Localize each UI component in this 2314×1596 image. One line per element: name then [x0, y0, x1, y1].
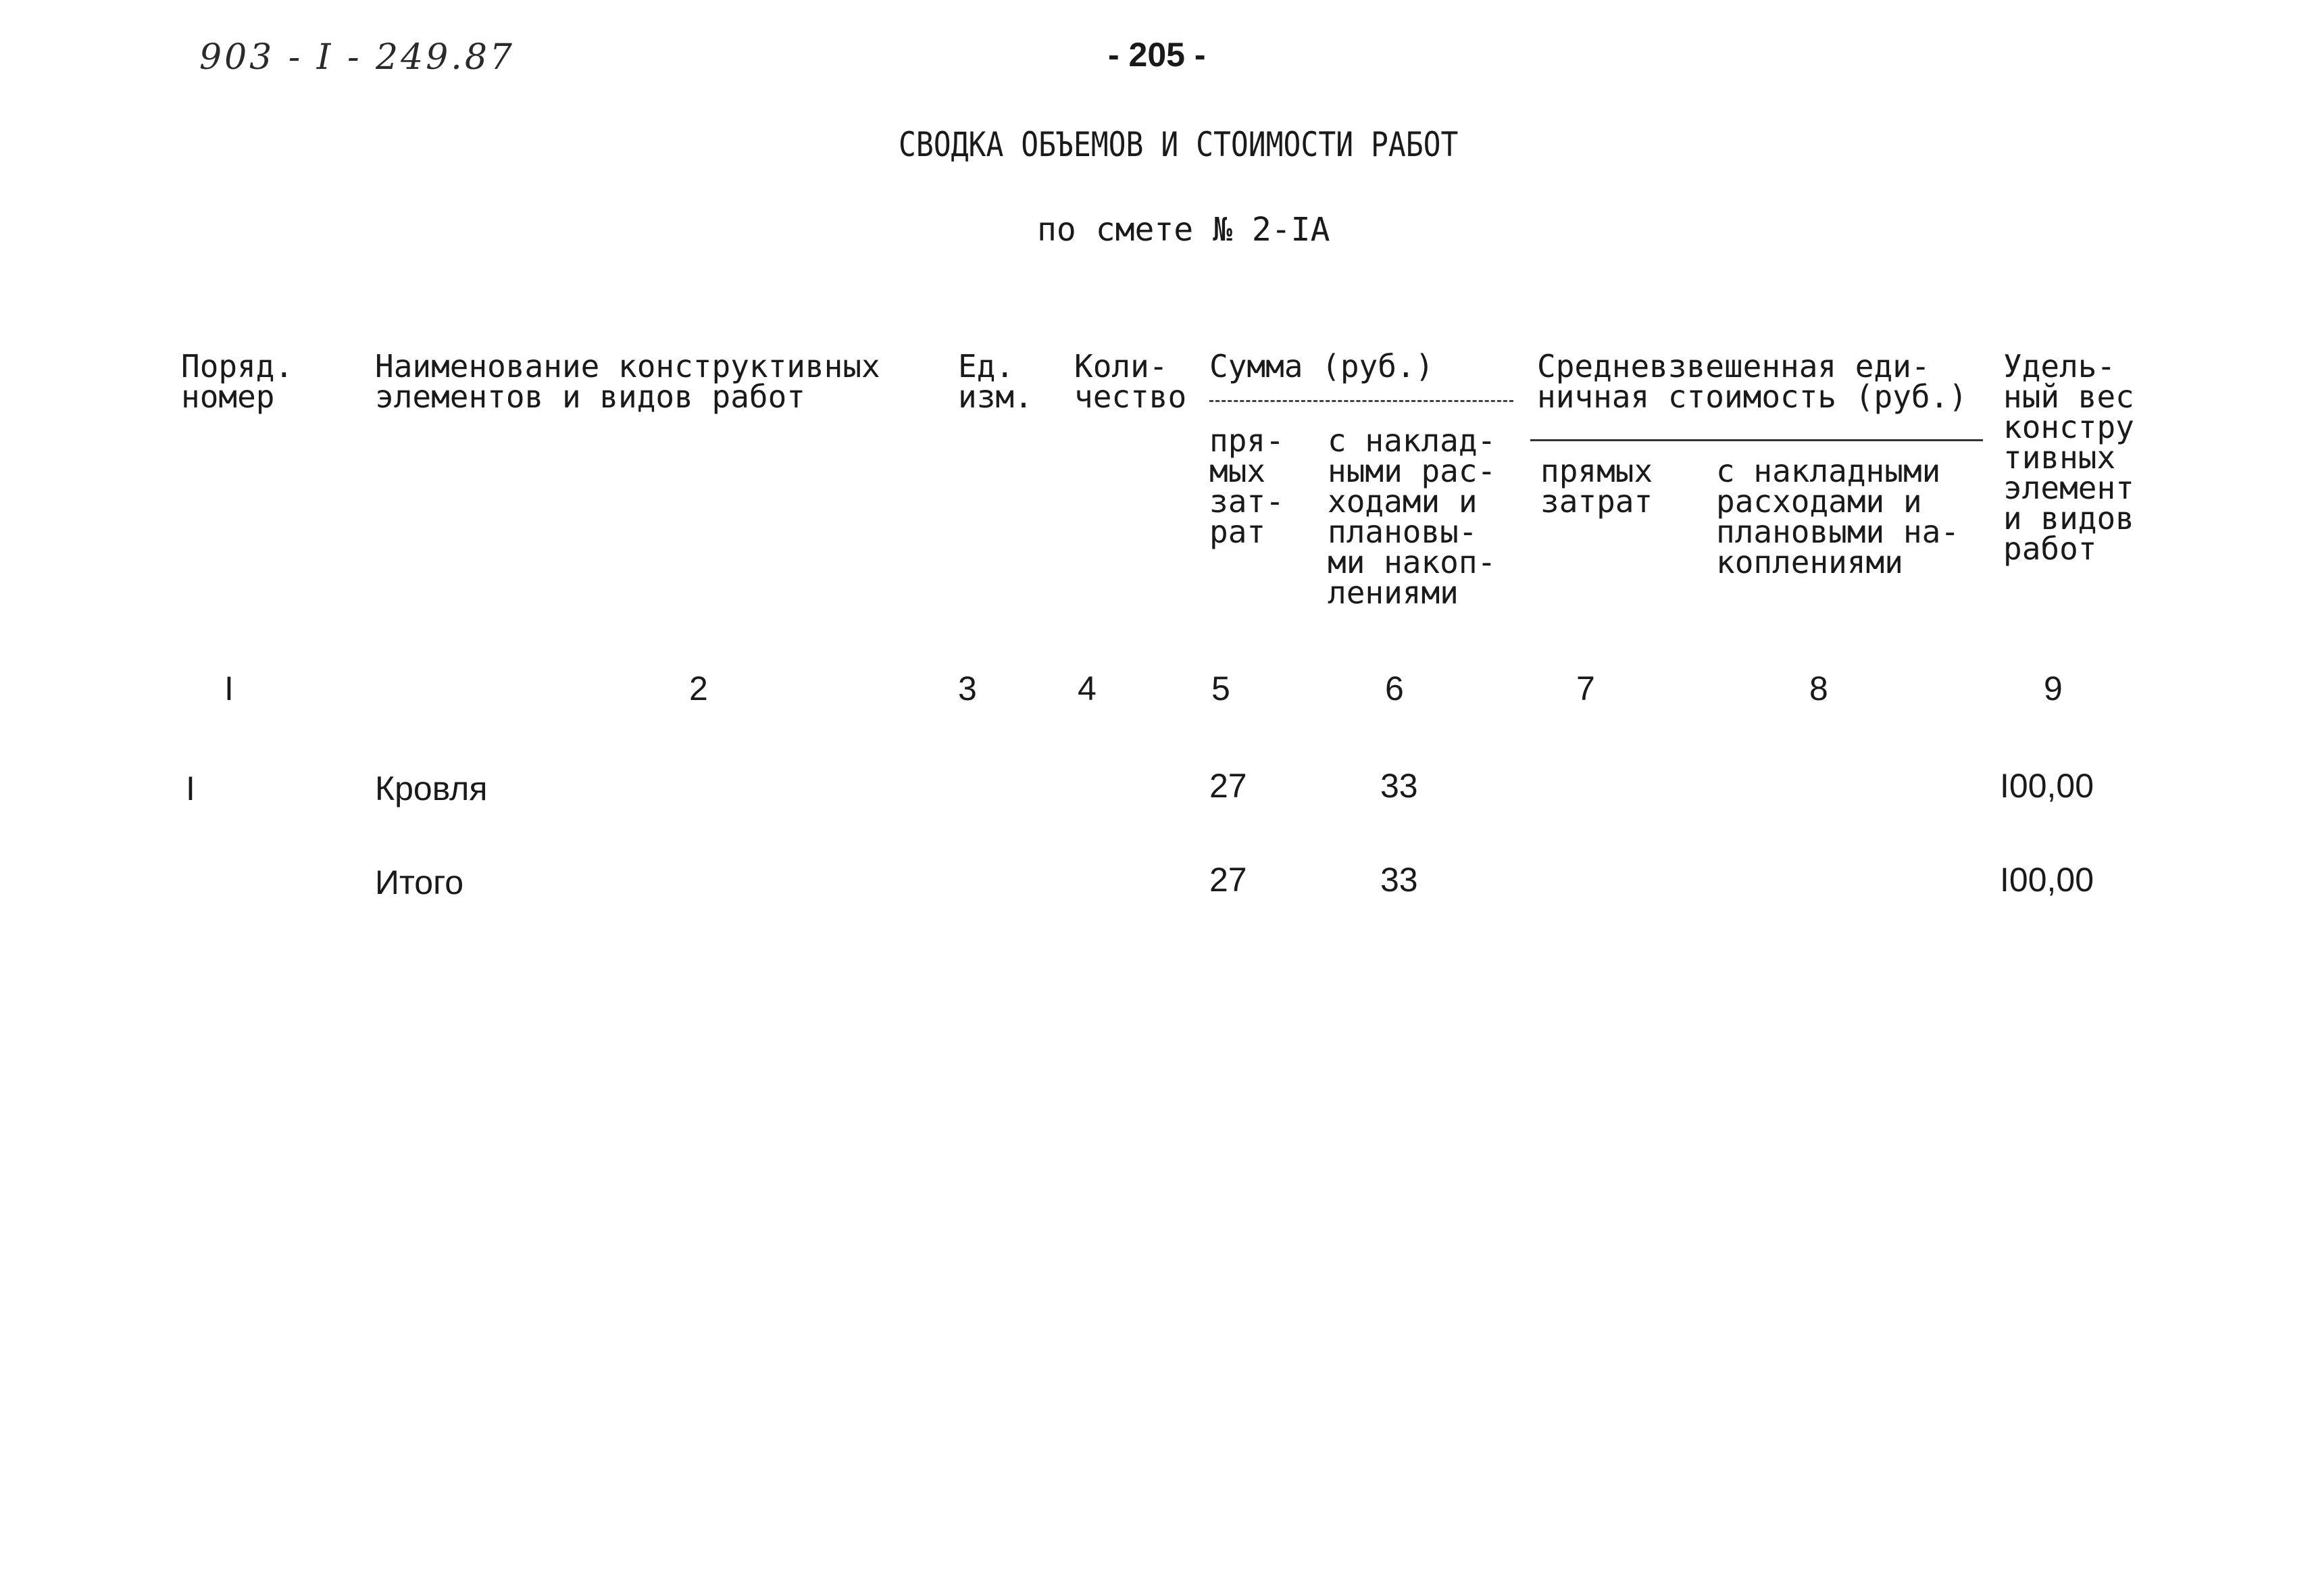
row-overhead-sum: 33 [1380, 861, 1418, 899]
header-overhead-costs: с наклад- ными рас- ходами и плановы- ми накоп- лениями [1328, 422, 1496, 611]
row-share: I00,00 [2000, 861, 2094, 899]
column-number: 3 [958, 670, 977, 707]
document-title: СВОДКА ОБЪЕМОВ И СТОИМОСТИ РАБОТ [899, 125, 1459, 164]
header-name: Наименование конструктивных элементов и видов работ [375, 348, 880, 415]
column-number: 7 [1576, 670, 1595, 707]
header-quantity: Коли- чество [1074, 348, 1187, 415]
header-direct-costs: пря- мых зат- рат [1209, 422, 1284, 550]
header-specific-weight: Удель- ный вес констру тивных элемент и видов работ [2003, 348, 2134, 567]
row-direct-sum: 27 [1209, 767, 1247, 805]
row-name: Кровля [375, 770, 488, 807]
header-average-direct: прямых затрат [1540, 453, 1653, 520]
document-code: 903 - I - 249.87 [199, 37, 515, 78]
column-number: 5 [1211, 670, 1230, 707]
header-unit: Ед. изм. [958, 348, 1033, 415]
row-direct-sum: 27 [1209, 861, 1247, 899]
average-group-divider [1530, 439, 1983, 441]
document-subtitle: по смете № 2-IA [1037, 211, 1330, 249]
column-number: 9 [2044, 670, 2063, 707]
header-sum-group: Сумма (руб.) [1209, 348, 1434, 384]
header-average-overhead: с накладными расходами и плановыми на- коплениями [1716, 453, 1960, 580]
row-overhead-sum: 33 [1380, 767, 1418, 805]
column-number: 4 [1078, 670, 1097, 707]
row-name: Итого [375, 864, 464, 901]
sum-group-divider [1209, 400, 1513, 402]
column-number: 6 [1385, 670, 1404, 707]
column-number: 2 [689, 670, 708, 707]
column-number: 8 [1809, 670, 1828, 707]
header-order-number: Поряд. номер [181, 348, 294, 415]
row-share: I00,00 [2000, 767, 2094, 805]
column-number: I [224, 670, 234, 707]
row-number: I [186, 770, 195, 807]
page-number: - 205 - [1108, 36, 1206, 74]
header-average-group: Средневзвешенная еди- ничная стоимость (руб.) [1537, 348, 1967, 415]
